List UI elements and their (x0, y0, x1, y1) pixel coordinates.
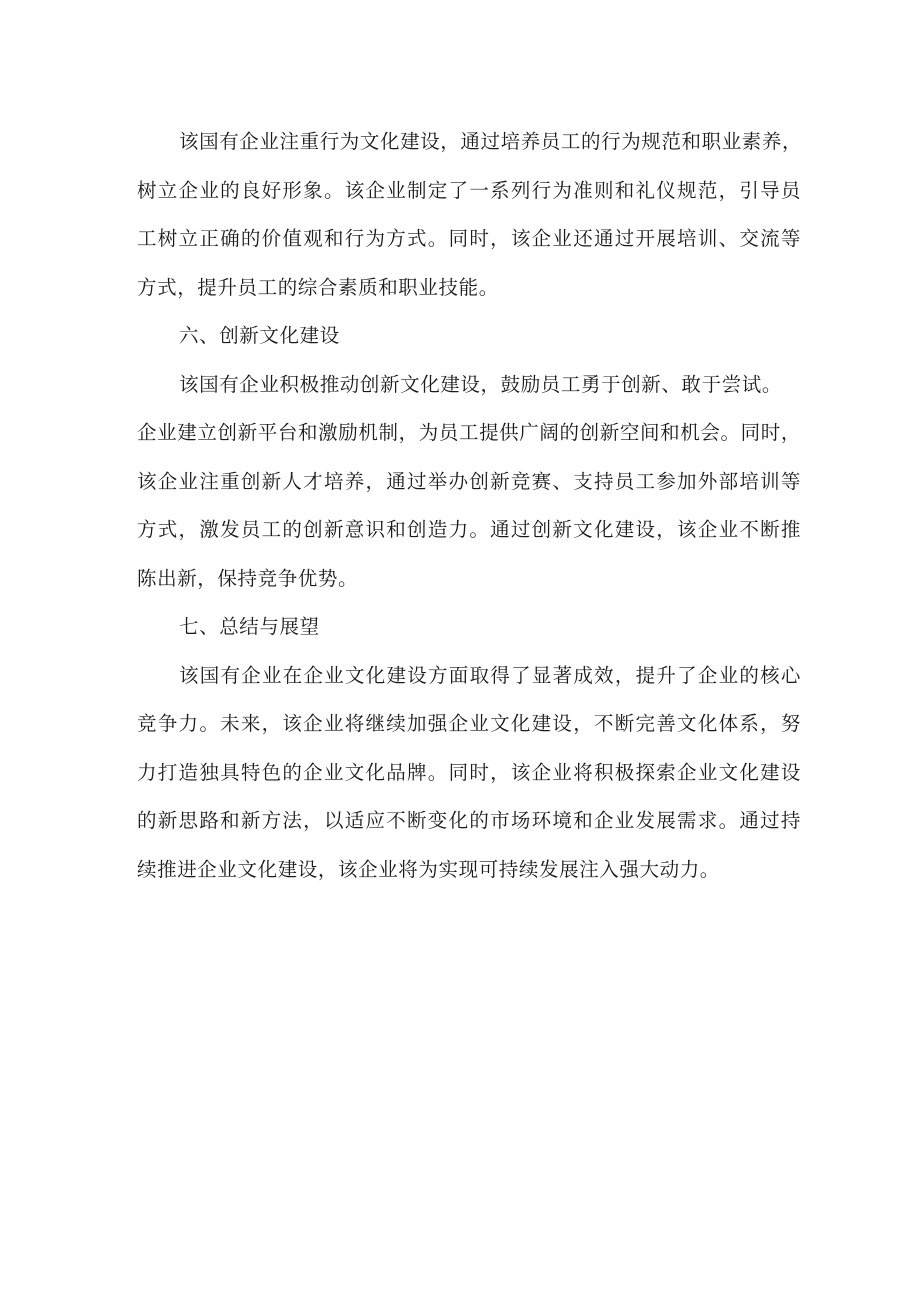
text-line: 企业建立创新平台和激励机制，为员工提供广阔的创新空间和机会。同时， (137, 421, 801, 444)
section-heading-innovation (137, 312, 801, 361)
section-heading: 七、总结与展望 (179, 615, 320, 638)
paragraph-innovation-culture (137, 361, 801, 604)
text-line: 陈出新，保持竞争优势。 (137, 566, 359, 590)
text-line: 的新思路和新方法，以适应不断变化的市场环境和企业发展需求。通过持 (137, 809, 801, 832)
text-line: 该国有企业积极推动创新文化建设，鼓励员工勇于创新、敢于尝试。 (179, 372, 783, 396)
text-line: 方式，提升员工的综合素质和职业技能。 (137, 275, 499, 299)
paragraph-summary-outlook (137, 652, 801, 895)
text-line: 竞争力。未来，该企业将继续加强企业文化建设，不断完善文化体系，努 (137, 712, 801, 735)
text-line: 该国有企业注重行为文化建设，通过培养员工的行为规范和职业素养， (179, 130, 803, 153)
section-heading: 六、创新文化建设 (179, 324, 340, 347)
text-line: 树立企业的良好形象。该企业制定了一系列行为准则和礼仪规范，引导员 (137, 178, 801, 202)
document-body (137, 118, 801, 894)
text-line: 该国有企业在企业文化建设方面取得了显著成效，提升了企业的核心 (179, 663, 801, 687)
paragraph-behavior-culture (137, 118, 801, 312)
text-line: 续推进企业文化建设，该企业将为实现可持续发展注入强大动力。 (137, 857, 720, 881)
text-line: 方式，激发员工的创新意识和创造力。通过创新文化建设，该企业不断推 (137, 518, 801, 541)
text-line: 力打造独具特色的企业文化品牌。同时，该企业将积极探索企业文化建设 (137, 760, 801, 784)
text-line: 工树立正确的价值观和行为方式。同时，该企业还通过开展培训、交流等 (137, 227, 801, 250)
text-line: 该企业注重创新人才培养，通过举办创新竞赛、支持员工参加外部培训等 (137, 469, 801, 493)
section-heading-summary (137, 603, 801, 652)
